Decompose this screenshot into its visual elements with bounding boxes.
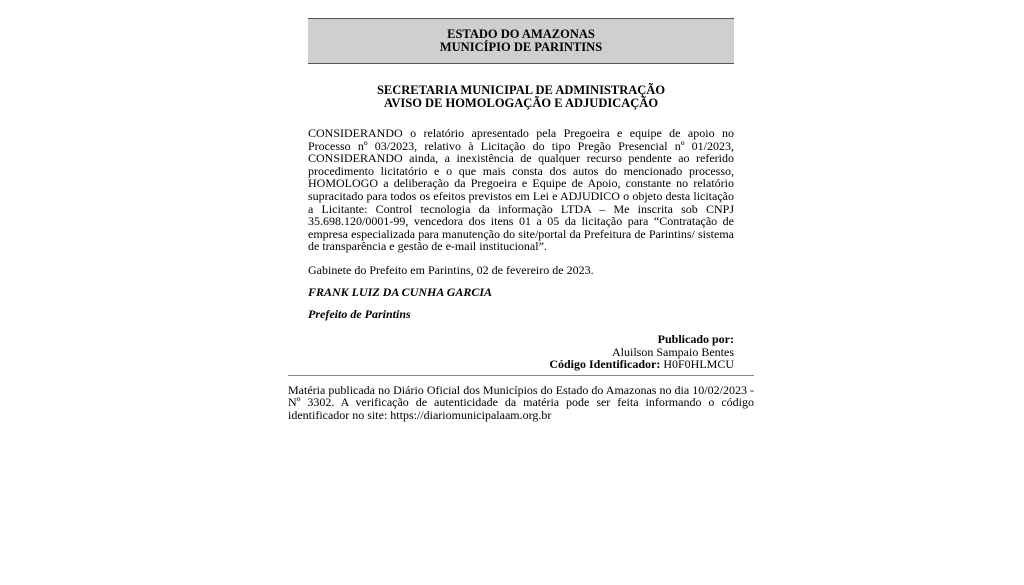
notice-title	[308, 84, 734, 110]
published-by-label: Publicado por:	[657, 331, 734, 346]
document-page	[288, 18, 754, 422]
code-label: Código Identificador:	[549, 357, 661, 372]
divider	[288, 375, 754, 376]
place-date: Gabinete do Prefeito em Parintins, 02 de fevereiro de 2023.	[308, 262, 594, 277]
publication-info	[308, 333, 734, 371]
header-state: ESTADO DO AMAZONAS	[447, 27, 595, 41]
header-municipality: MUNICÍPIO DE PARINTINS	[439, 40, 603, 54]
publisher-name: Aluilson Sampaio Bentes	[612, 344, 734, 359]
footer-note: Matéria publicada no Diário Oficial dos Municípios do Estado do Amazonas no dia 10/02/2023 - Nº 3302. A verificação de autenticidade da matéria pode ser feita informando o código identificador no site: https://diariomunicipalaam.org.br	[288, 382, 754, 422]
signer-role: Prefeito de Parintins	[308, 306, 411, 321]
title-notice-type: AVISO DE HOMOLOGAÇÃO E ADJUDICAÇÃO	[383, 96, 659, 110]
notice-body: CONSIDERANDO o relatório apresentado pela Pregoeira e equipe de apoio no Processo nº 03/2023, relativo à Licitação do tipo Pregão Presencial nº 01/2023, CONSIDERANDO ainda, a inexistência de qualquer recurso pendente ao referido procedimento licitatório e o que mais consta dos autos do mencionado processo, HOMOLOGO a deliberação da Pregoeira e Equipe de Apoio, constante no relatório supracitado para todos os efeitos previstos em Lei e ADJUDICO o objeto desta licitação a Licitante: Control tecnologia da informação LTDA – Me inscrita sob CNPJ 35.698.120/0001-99, vencedora dos itens 01 a 05 da licitação para “Contratação de empresa especializada para manutenção do site/portal da Prefeitura de Parintins/ sistema de transparência e gestão de e-mail institucional”.	[308, 126, 734, 254]
document-header	[308, 18, 734, 64]
signer-name: FRANK LUIZ DA CUNHA GARCIA	[308, 284, 493, 299]
code-value: H0F0HLMCU	[663, 357, 734, 372]
title-department: SECRETARIA MUNICIPAL DE ADMINISTRAÇÃO	[376, 83, 666, 97]
